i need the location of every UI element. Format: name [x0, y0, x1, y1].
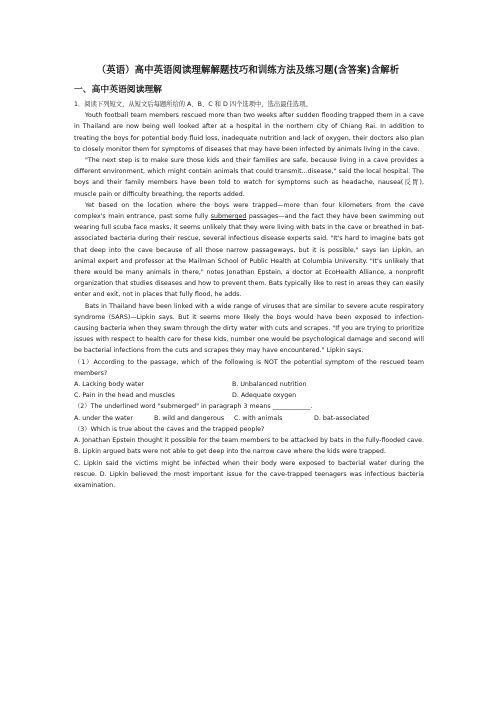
question-3-stem: （3）Which is true about the caves and the trapped people?	[74, 425, 265, 433]
question-3-options-c-d: C. Lipkin said the victims might be infected when their body were exposed to bacterial water during the rescue. D. Lipkin believed the most important issue for the cave-trapped teenagers was infectious bacteria examination.	[74, 459, 424, 489]
document-title: （英语）高中英语阅读理解解题技巧和训练方法及练习题(含答案)含解析	[96, 65, 400, 76]
question-2-options	[74, 413, 424, 424]
section-heading: 一、高中英语阅读理解	[74, 85, 162, 95]
question-1-options-row-1	[74, 379, 424, 390]
underlined-word: submerged	[210, 213, 247, 221]
paragraph-1: Youth football team members rescued more than two weeks after sudden flooding trapped them in a cave in Thailand are now being well looked after at a hospital in the northern city of Chiang Rai. In addition to treating the boys for potential body fluid loss, inadequate nutrition and lack of oxygen, their doctors also plan to closely monitor them for symptoms of diseases that may have been infected by animals living in the cave.	[74, 112, 424, 153]
paragraph-2: "The next step is to make sure those kids and their families are safe, because living in a cave provides a different environment, which might contain animals that could transmit...disease," said the local hospital. The boys and their family members have been told to watch for symptoms such as headache, nausea(反胃), muscle pain or difficulty breathing, the reports added.	[74, 157, 424, 198]
option-d: D. bat-associated	[314, 414, 370, 422]
question-2-stem: （2）The underlined word "submerged" in paragraph 3 means ____________.	[74, 403, 313, 411]
option-d: D. Adequate oxygen	[232, 392, 297, 400]
question-1-stem: （1）According to the passage, which of the following is NOT the potential symptom of the rescued team members?	[74, 358, 424, 377]
option-c: C. with animals	[234, 414, 283, 422]
paragraph-4: Bats in Thailand have been linked with a wide range of viruses that are similar to severe acute respiratory syndrome (SARS)—Lipkin says. But it seems more likely the boys would have been exposed to infection-causing bacteria when they swam through the dirty water with cuts and scrapes. "If you are trying to prioritize issues with respect to health care for these kids, number one would be psychological damage and second will be bacterial infections from the cuts and scrapes they may have encountered." Lipkin says.	[74, 302, 424, 355]
question-3-options-a-b: A. Jonathan Epstein thought it possible for the team members to be attacked by bats in the fully-flooded cave. B. Lipkin argued bats were not able to get deep into the narrow cave where the kids were trapped.	[74, 437, 424, 456]
option-b: B. Unbalanced nutrition	[232, 381, 307, 389]
paragraph-3-after: passages—and the fact they have been swimming out wearing full scuba face masks, it seems unlikely that they were living with bats in the cave or breathed in bat-associated bacteria during their rescue, several infectious disease experts said. "It's hard to imagine bats got that deep into the cave because of all those narrow passageways, but it is possible," says Ian Lipkin, an animal expert and professor at the Mailman School of Public Health at Columbia University. "It's unlikely that there would be many animals in there," notes Jonathan Epstein, a doctor at EcoHealth Alliance, a nonprofit organization that studies diseases and how to prevent them. Bats typically like to rest in areas they can easily enter and exit, not in places that fully flood, he adds.	[74, 213, 424, 299]
option-a: A. under the water	[74, 414, 133, 422]
question-1-options-row-2	[74, 390, 424, 401]
paragraph-3-before: Yet based on the location where the boys were trapped—more than four kilometers from the cave complex's main entrance, past some fully	[74, 201, 424, 221]
option-a: A. Lacking body water	[74, 381, 144, 389]
option-c: C. Pain in the head and muscles	[74, 392, 175, 400]
instruction-text: 1．阅读下列短文，从短文后每题所给的 A、B、C 和 D 四个选项中，选出最佳选项。	[74, 101, 312, 108]
paragraph-3	[74, 200, 424, 301]
option-b: B. wild and dangerous	[154, 414, 225, 422]
document-body	[74, 84, 424, 491]
